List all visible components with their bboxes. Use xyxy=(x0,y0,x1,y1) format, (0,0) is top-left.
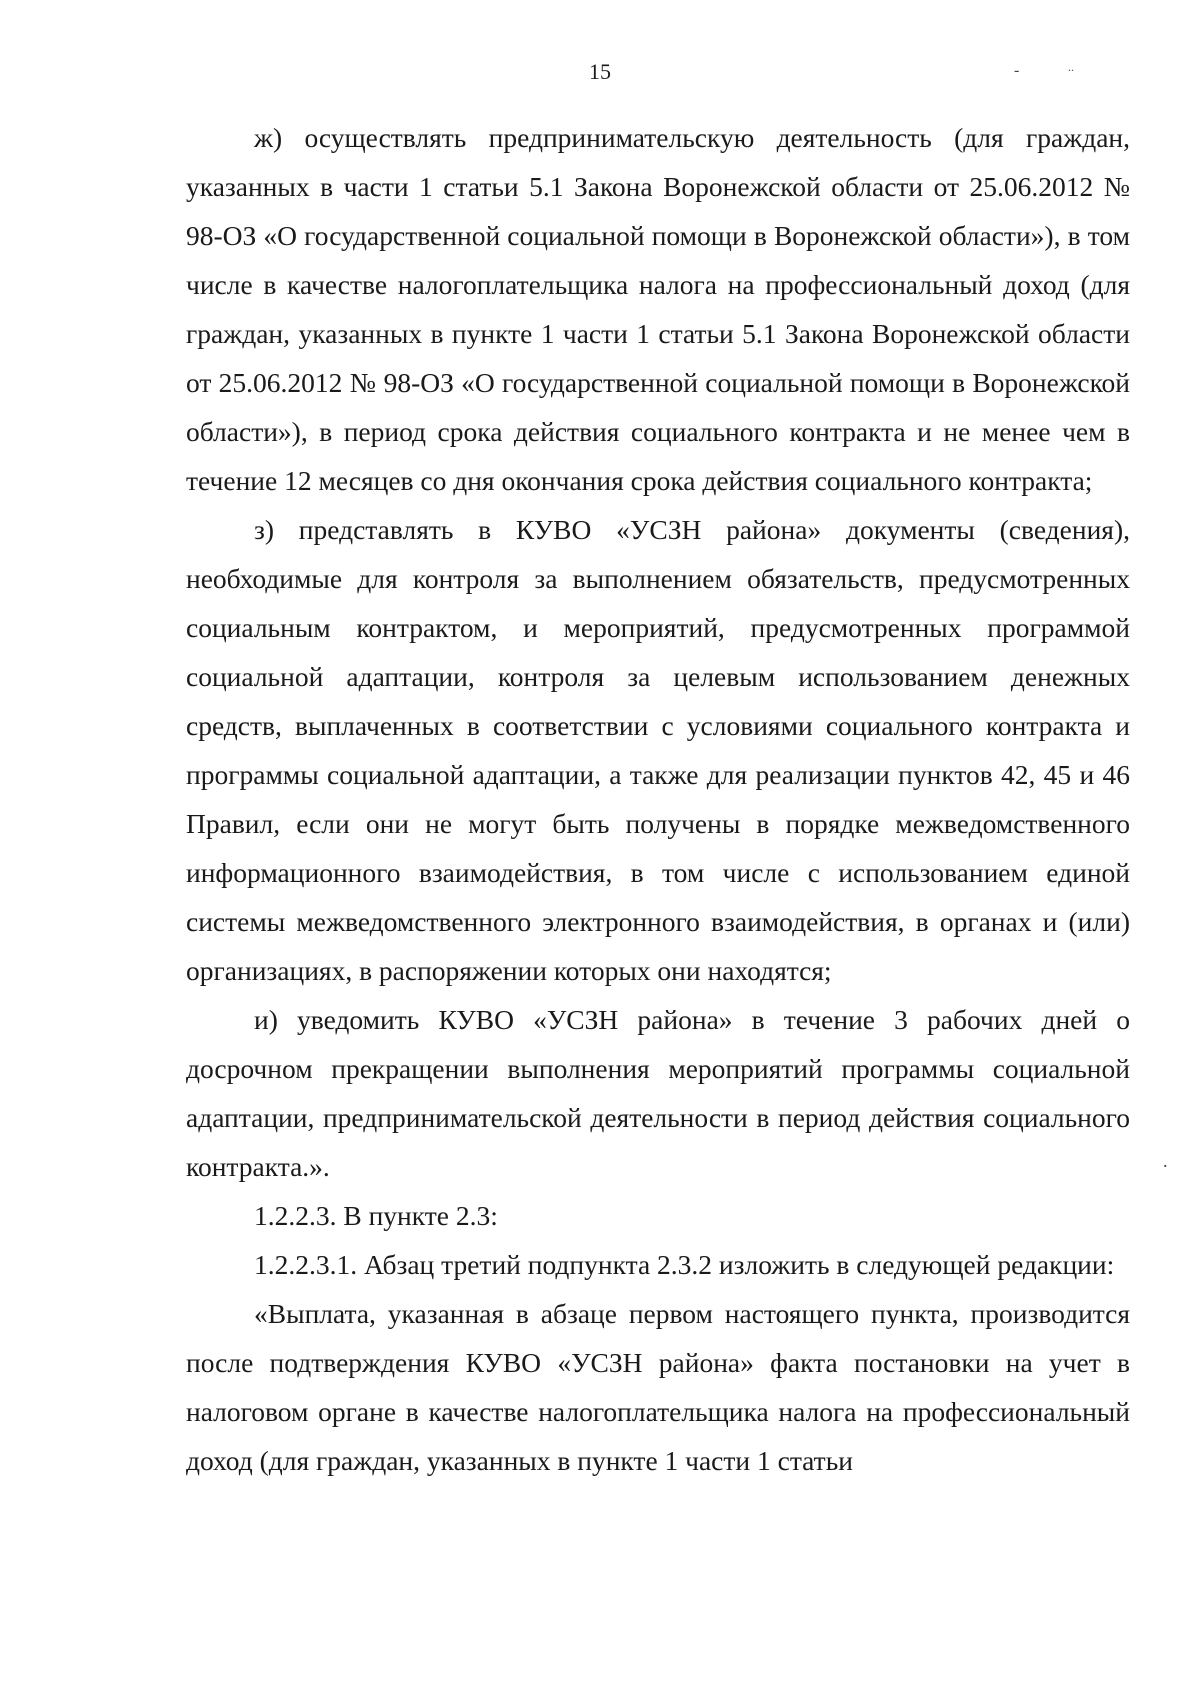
paragraph-z: з) представлять в КУВО «УСЗН района» документы (сведения), необходимые для контроля за выполнением обязательств, предусмотренных социальным контрактом, и мероприятий, предусмотренных программой социальной адаптации, контроля за целевым использованием денежных средств, выплаченных в соответствии с условиями социального контракта и программы социальной адаптации, а также для реализации пунктов 42, 45 и 46 Правил, если они не могут быть получены в порядке межведомственного информационного взаимодействия, в том числе с использованием единой системы межведомственного электронного взаимодействия, в органах и (или) организациях, в распоряжении которых они находятся; xyxy=(186,514,1130,986)
page-number: 15 xyxy=(589,59,611,84)
paragraph-zh: ж) осуществлять предпринимательскую деятельность (для граждан, указанных в части 1 статьи 5.1 Закона Воронежской области от 25.06.2012 № 98-ОЗ «О государственной социальной помощи в Воронежской области»), в том числе в качестве налогоплательщика налога на профессиональный доход (для граждан, указанных в пункте 1 части 1 статьи 5.1 Закона Воронежской области от 25.06.2012 № 98-ОЗ «О государственной социальной помощи в Воронежской области»), в период срока действия социального контракта и не менее чем в течение 12 месяцев со дня окончания срока действия социального контракта; xyxy=(186,122,1130,496)
scan-artifact: .. xyxy=(1068,60,1074,74)
paragraph-quote: «Выплата, указанная в абзаце первом настоящего пункта, производится после подтверждения КУВО «УСЗН района» факта постановки на учет в налоговом органе в качестве налогоплательщика налога на профессиональный доход (для граждан, указанных в пункте 1 части 1 статьи xyxy=(186,1298,1130,1476)
paragraph-1-2-2-3-1: 1.2.2.3.1. Абзац третий подпункта 2.3.2 изложить в следующей редакции: xyxy=(254,1249,1115,1280)
scan-artifact: - xyxy=(1014,62,1020,79)
document-body xyxy=(186,113,1130,1485)
scan-artifact: . xyxy=(1163,1151,1168,1171)
paragraph-1-2-2-3: 1.2.2.3. В пункте 2.3: xyxy=(254,1200,498,1231)
paragraph-i: и) уведомить КУВО «УСЗН района» в течение 3 рабочих дней о досрочном прекращении выполнения мероприятий программы социальной адаптации, предпринимательской деятельности в период действия социального контракта.». xyxy=(186,1004,1130,1182)
